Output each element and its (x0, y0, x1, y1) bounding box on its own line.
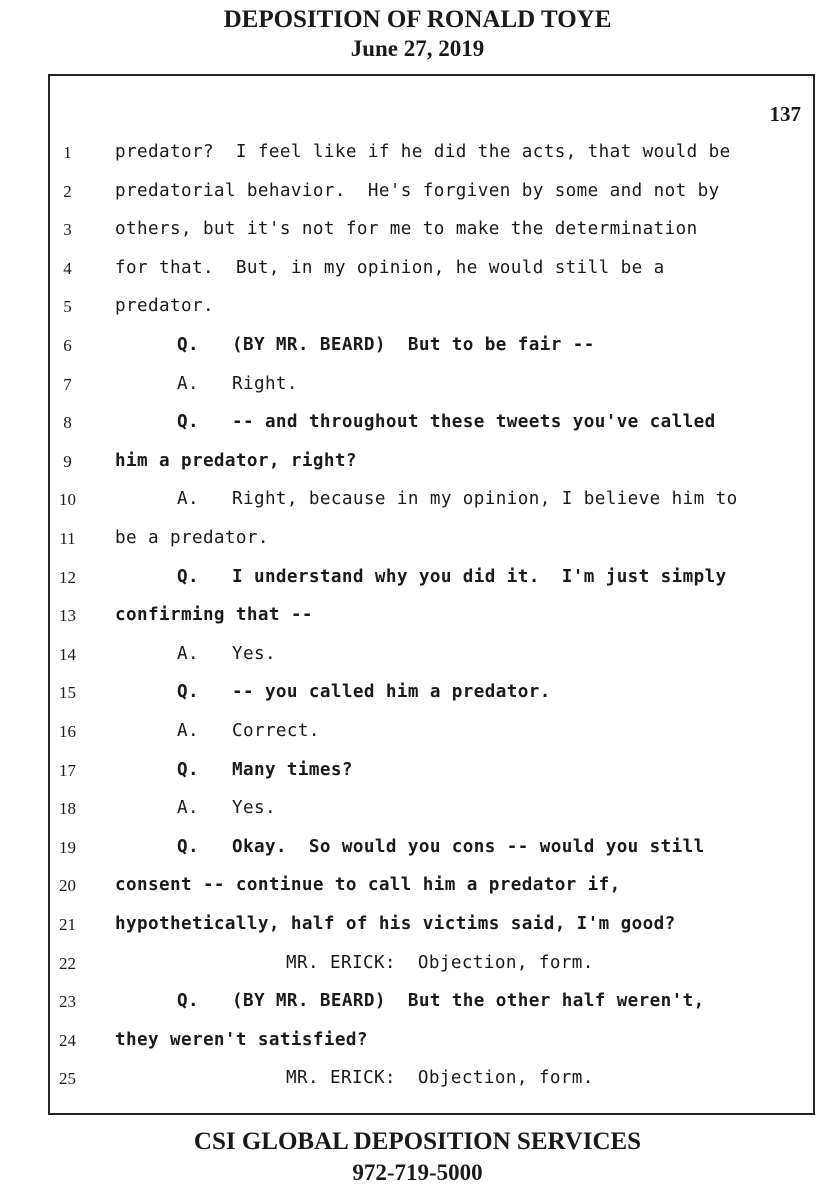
transcript-line (50, 408, 813, 446)
line-number: 20 (59, 876, 76, 896)
transcript-line (50, 949, 813, 987)
line-number: 11 (59, 529, 76, 548)
transcript-line (50, 331, 813, 369)
transcript-line (50, 177, 813, 215)
document-title: DEPOSITION OF RONALD TOYE (223, 6, 612, 33)
transcript-line (50, 871, 813, 909)
line-number: 21 (59, 915, 76, 934)
line-text: predator. (115, 296, 214, 317)
transcript-line (50, 485, 813, 523)
line-number: 12 (59, 567, 76, 587)
line-text: predator? I feel like if he did the acts, that would be (115, 142, 731, 162)
line-text: A. Yes. (177, 798, 276, 819)
transcript-line (50, 756, 813, 794)
line-text: Q. -- you called him a predator. (177, 682, 551, 703)
line-number: 14 (59, 644, 76, 664)
line-text: predatorial behavior. He's forgiven by some and not by (115, 180, 720, 201)
line-number: 2 (63, 181, 72, 201)
line-number: 1 (63, 143, 72, 162)
transcript-line (50, 794, 813, 832)
line-text: Q. (BY MR. BEARD) But the other half weren't, (177, 991, 705, 1012)
line-text: A. Right. (177, 373, 298, 394)
line-text: consent -- continue to call him a predator if, (115, 875, 621, 896)
line-text: A. Right, because in my opinion, I believe him to (177, 489, 738, 510)
line-number: 13 (59, 606, 76, 626)
transcript-line (50, 524, 813, 562)
line-number: 24 (59, 1030, 76, 1050)
line-text: Q. (BY MR. BEARD) But to be fair -- (177, 335, 595, 355)
line-text: Q. Many times? (177, 759, 353, 780)
line-number: 16 (59, 722, 76, 741)
line-number: 23 (59, 992, 76, 1012)
transcript-page (48, 74, 815, 1115)
line-number: 8 (63, 413, 72, 433)
line-text: they weren't satisfied? (115, 1029, 368, 1050)
transcript-line (50, 563, 813, 601)
transcript-line (50, 833, 813, 871)
page-number: 137 (769, 102, 801, 126)
line-number: 7 (63, 374, 72, 394)
transcript-line (50, 717, 813, 755)
transcript-line (50, 640, 813, 678)
line-number: 25 (59, 1069, 76, 1089)
transcript-line (50, 601, 813, 639)
line-text: MR. ERICK: Objection, form. (286, 952, 594, 973)
transcript-line (50, 292, 813, 330)
transcript-line (50, 215, 813, 253)
line-number: 3 (63, 220, 72, 240)
transcript-line (50, 1026, 813, 1064)
line-text: A. Correct. (177, 721, 320, 741)
line-number: 10 (59, 490, 76, 510)
line-number: 5 (63, 297, 72, 317)
line-text: confirming that -- (115, 605, 313, 626)
line-number: 15 (59, 683, 76, 703)
line-text: Q. I understand why you did it. I'm just simply (177, 566, 727, 587)
transcript-line (50, 138, 813, 176)
line-text: hypothetically, half of his victims said, I'm good? (115, 914, 676, 934)
line-text: A. Yes. (177, 643, 276, 664)
line-text: Q. Okay. So would you cons -- would you still (177, 836, 705, 857)
line-text: him a predator, right? (115, 450, 357, 471)
transcript-line (50, 987, 813, 1025)
transcript-line (50, 447, 813, 485)
line-text: others, but it's not for me to make the determination (115, 219, 698, 240)
transcript-line (50, 370, 813, 408)
line-text: Q. -- and throughout these tweets you've called (177, 412, 716, 433)
line-number: 4 (63, 258, 72, 278)
footer-phone: 972-719-5000 (352, 1160, 483, 1185)
line-text: MR. ERICK: Objection, form. (286, 1068, 594, 1089)
line-text: be a predator. (115, 528, 269, 548)
transcript-line (50, 254, 813, 292)
transcript-line (50, 678, 813, 716)
line-number: 18 (59, 799, 76, 819)
deposition-date: June 27, 2019 (350, 36, 485, 61)
line-number: 22 (59, 953, 76, 973)
line-text: for that. But, in my opinion, he would still be a (115, 257, 665, 278)
transcript-line (50, 910, 813, 948)
line-number: 19 (59, 837, 76, 857)
line-number: 6 (63, 336, 72, 355)
line-number: 17 (59, 760, 76, 780)
transcript-line (50, 1064, 813, 1102)
footer-company: CSI GLOBAL DEPOSITION SERVICES (193, 1128, 642, 1155)
line-number: 9 (63, 451, 72, 471)
